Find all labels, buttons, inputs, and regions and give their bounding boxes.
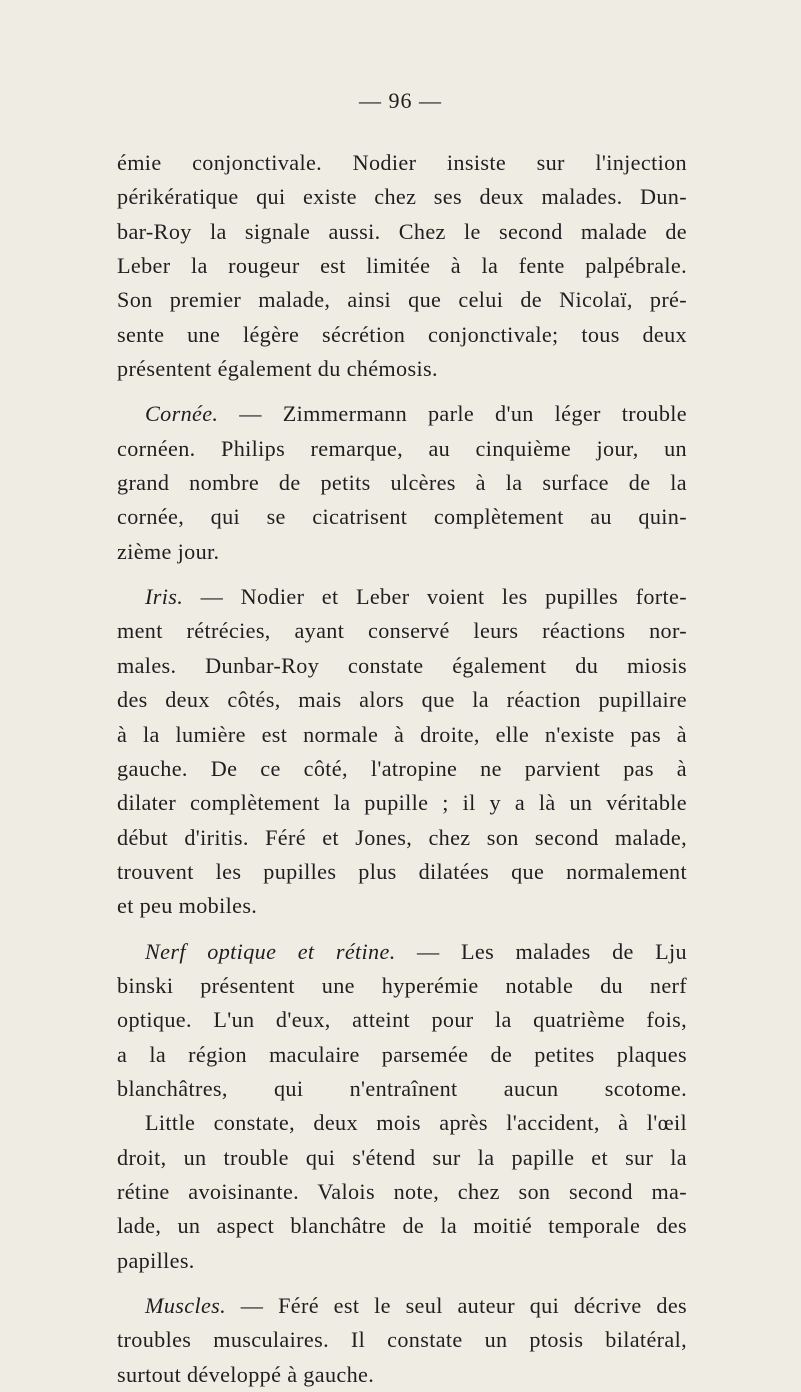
text-line: papilles. bbox=[117, 1247, 195, 1273]
text-line: émie conjonctivale. Nodier insiste sur l'injection bbox=[117, 150, 687, 175]
text-line-rest: — Nodier et Leber voient les pupilles forte- bbox=[183, 584, 687, 610]
paragraph-iris bbox=[117, 580, 687, 923]
text-line: trouvent les pupilles plus dilatées que normalement bbox=[117, 858, 687, 884]
text-line: rétine avoisinante. Valois note, chez son second ma- bbox=[117, 1178, 687, 1204]
text-line: des deux côtés, mais alors que la réaction pupillaire bbox=[117, 687, 687, 713]
text-line: zième jour. bbox=[117, 538, 220, 564]
text-line: lade, un aspect blanchâtre de la moitié temporale des bbox=[117, 1213, 687, 1239]
text-line: cornée, qui se cicatrisent complètement au quin- bbox=[117, 504, 687, 530]
text-line-rest: — Zimmermann parle d'un léger trouble bbox=[218, 401, 687, 427]
text-line: troubles musculaires. Il constate un ptosis bilatéral, bbox=[117, 1327, 687, 1353]
text-line: périkératique qui existe chez ses deux malades. Dun- bbox=[117, 184, 687, 210]
text-line: gauche. De ce côté, l'atropine ne parvient pas à bbox=[117, 755, 687, 781]
text-line: Son premier malade, ainsi que celui de Nicolaï, pré- bbox=[117, 287, 687, 313]
page-number: — 96 — bbox=[359, 88, 442, 113]
text-line-rest: — Féré est le seul auteur qui décrive des bbox=[226, 1293, 687, 1318]
text-line bbox=[117, 580, 687, 614]
paragraph-cornee bbox=[117, 397, 687, 569]
text-line: Little constate, deux mois après l'accident, à l'œil bbox=[145, 1110, 687, 1136]
text-line: cornéen. Philips remarque, au cinquième jour, un bbox=[117, 435, 687, 461]
text-line: ment rétrécies, ayant conservé leurs réactions nor- bbox=[117, 618, 687, 644]
text-line: sente une légère sécrétion conjonctivale; tous deux bbox=[117, 321, 687, 347]
section-heading-iris: Iris. bbox=[145, 584, 184, 610]
text-line: Leber la rougeur est limitée à la fente palpébrale. bbox=[117, 253, 687, 279]
text-line: males. Dunbar-Roy constate également du miosis bbox=[117, 652, 687, 678]
body-text bbox=[117, 146, 687, 1392]
text-line bbox=[117, 935, 687, 969]
text-line: surtout développé à gauche. bbox=[117, 1361, 375, 1387]
text-line: droit, un trouble qui s'étend sur la papille et sur la bbox=[117, 1144, 687, 1170]
section-heading-cornee: Cornée. bbox=[145, 401, 219, 427]
text-line-rest: — Les malades de Lju bbox=[395, 938, 687, 964]
text-line: a la région maculaire parsemée de petites plaques bbox=[117, 1041, 687, 1067]
text-line: présentent également du chémosis. bbox=[117, 356, 438, 382]
text-line: blanchâtres, qui n'entraînent aucun scotome. bbox=[117, 1075, 687, 1101]
paragraph-muscles bbox=[117, 1289, 687, 1392]
section-heading-nerf-optique: Nerf optique et rétine. bbox=[145, 938, 396, 964]
text-line bbox=[117, 1289, 687, 1323]
text-line: et peu mobiles. bbox=[117, 893, 258, 919]
text-line: dilater complètement la pupille ; il y a là un véritable bbox=[117, 790, 687, 816]
text-line: binski présentent une hyperémie notable du nerf bbox=[117, 972, 687, 998]
text-line bbox=[117, 397, 687, 431]
text-line: grand nombre de petits ulcères à la surface de la bbox=[117, 470, 687, 496]
section-heading-muscles: Muscles. bbox=[145, 1293, 227, 1318]
text-line: à la lumière est normale à droite, elle n'existe pas à bbox=[117, 721, 687, 747]
paragraph-nerf-optique bbox=[117, 935, 687, 1278]
text-line: bar-Roy la signale aussi. Chez le second malade de bbox=[117, 218, 687, 244]
paragraph-conjonctive bbox=[117, 146, 687, 386]
text-line: optique. L'un d'eux, atteint pour la quatrième fois, bbox=[117, 1007, 687, 1033]
text-line: début d'iritis. Féré et Jones, chez son second malade, bbox=[117, 824, 687, 850]
